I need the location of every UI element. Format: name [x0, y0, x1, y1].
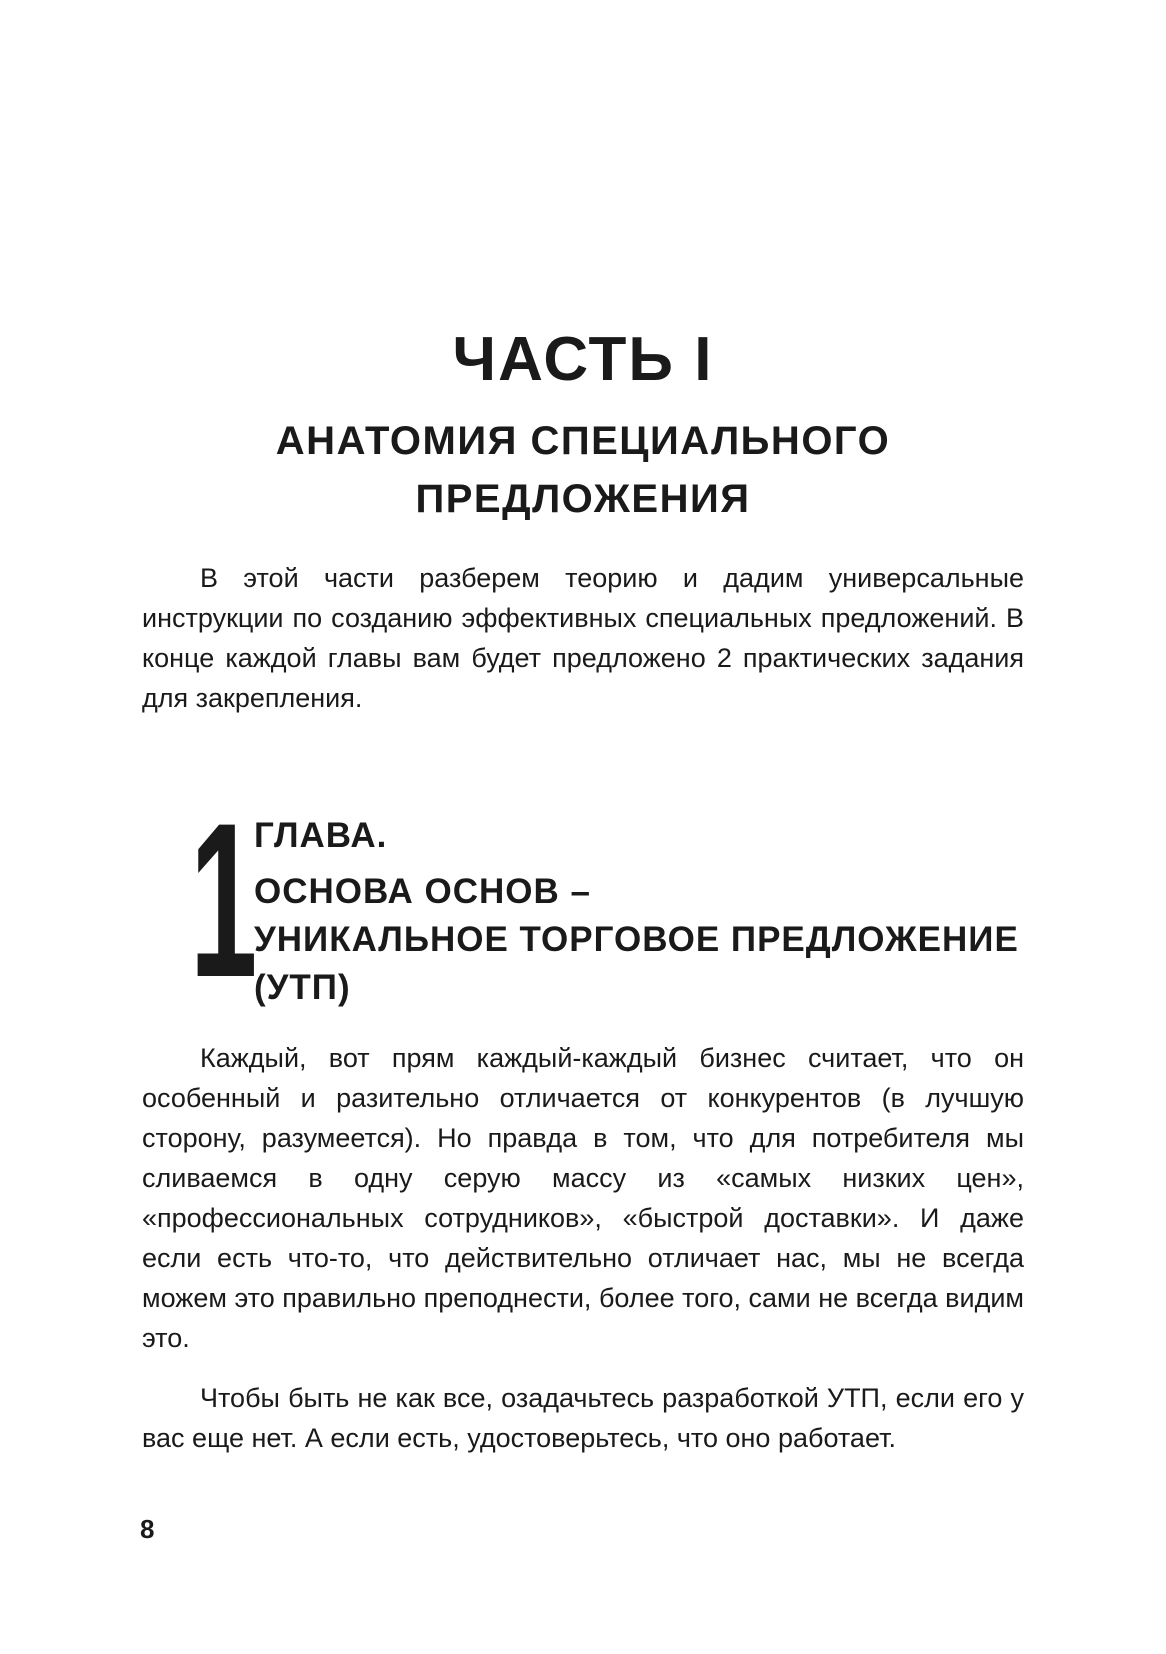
intro-paragraph: В этой части разберем теорию и дадим универсальные инструкции по созданию эффективных специальных предложений. В конце каждой главы вам будет предложено 2 практических задания для закрепления. — [142, 563, 1024, 713]
body-paragraph: Чтобы быть не как все, озадачьтесь разработкой УТП, если его у вас еще нет. А если есть, удостоверьтесь, что оно работает. — [142, 1383, 1024, 1453]
chapter-heading — [190, 777, 1030, 1023]
chapter-title-line: ОСНОВА ОСНОВ – — [254, 872, 591, 911]
chapter-title-line: УНИКАЛЬНОЕ ТОРГОВОЕ ПРЕДЛОЖЕНИЕ — [254, 920, 1019, 959]
body-paragraph: Каждый, вот прям каждый-каждый бизнес считает, что он особенный и разительно отличается от конкурентов (в лучшую сторону, разумеется). Но правда в том, что для потребителя мы сливаемся в одну серую массу из «самых низких цен», «профессиональных сотрудников», «быстрой доставки». И даже если есть что-то, что действительно отличает нас, мы не всегда можем это правильно преподнести, более того, сами не всегда видим это. — [142, 1043, 1024, 1353]
part-subtitle: АНАТОМИЯ СПЕЦИАЛЬНОГО ПРЕДЛОЖЕНИЯ — [275, 419, 891, 521]
chapter-title-line: (УТП) — [254, 968, 351, 1007]
chapter-title — [254, 868, 1034, 1012]
chapter-number: 1 — [190, 777, 253, 1023]
chapter-label: ГЛАВА. — [254, 816, 388, 855]
part-title: ЧАСТЬ I — [452, 325, 714, 394]
page-number: 8 — [140, 1514, 155, 1544]
